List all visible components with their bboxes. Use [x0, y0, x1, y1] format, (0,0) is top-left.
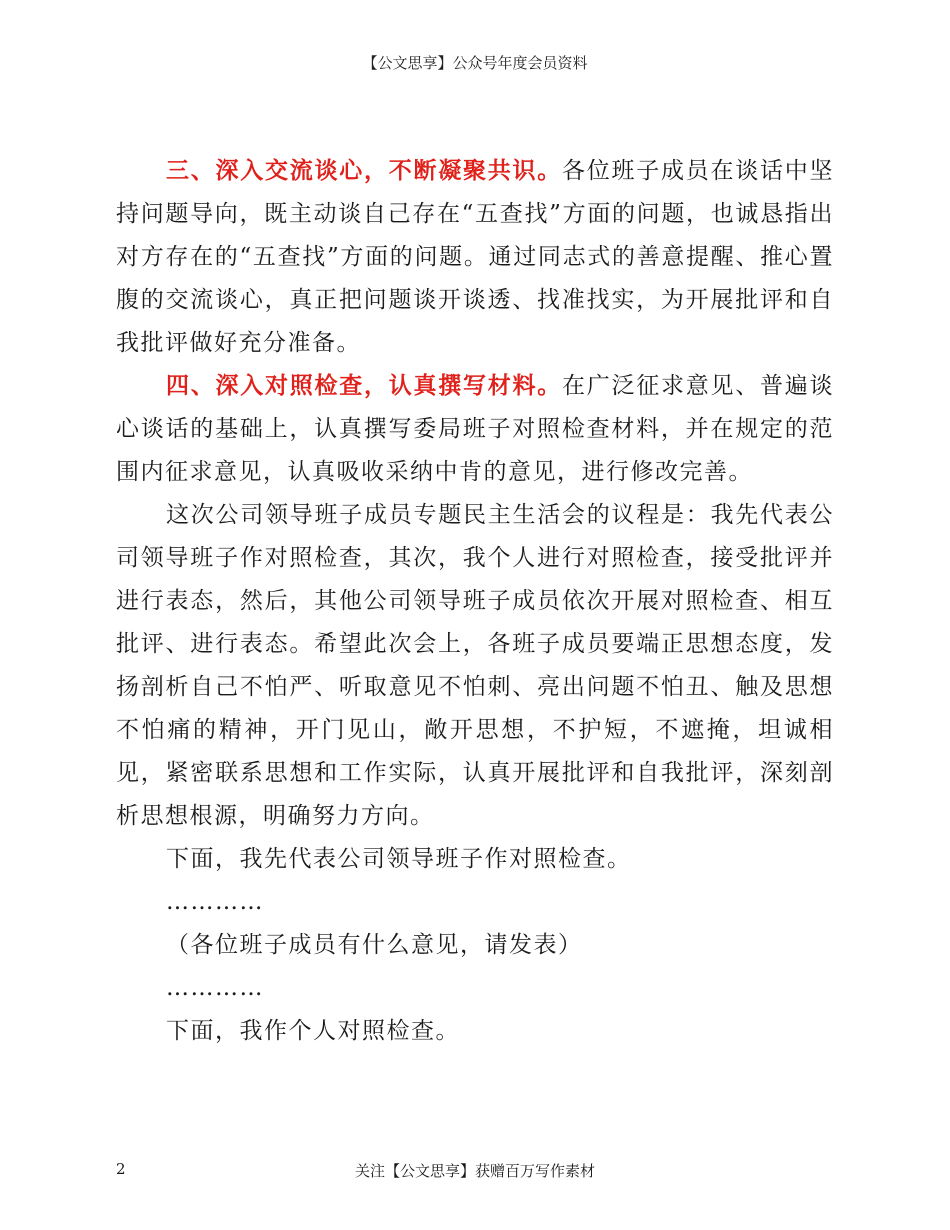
paragraph-text-4: 在广泛征求意见、普遍谈心谈话的基础上，认真撰写委局班子对照检查材料，并在规定的范围内征求意见，认真吸收采纳中肯的意见，进行修改完善。 [116, 373, 834, 485]
paragraph-agenda: 这次公司领导班子成员专题民主生活会的议程是：我先代表公司领导班子作对照检查，其次，我个人进行对照检查，接受批评并进行表态，然后，其他公司领导班子成员依次开展对照检查、相互批评、进行表态。希望此次会上，各班子成员要端正思想态度，发扬剖析自己不怕严、听取意见不怕刺、亮出问题不怕丑、触及思想不怕痛的精神，开门见山，敞开思想，不护短，不遮掩，坦诚相见，紧密联系思想和工作实际，认真开展批评和自我批评，深刻剖析思想根源，明确努力方向。 [116, 502, 834, 829]
line-personal-check: 下面，我作个人对照检查。 [166, 1018, 460, 1044]
line-leadership-check: 下面，我先代表公司领导班子作对照检查。 [166, 846, 632, 872]
ellipsis-line: ………… [166, 975, 264, 1001]
section-heading-4: 四、深入对照检查，认真撰写材料。 [166, 373, 562, 399]
paragraph-3 [116, 150, 834, 365]
page-number: 2 [116, 1160, 126, 1178]
ellipsis-line: ………… [166, 889, 264, 915]
paragraph-text-3: 各位班子成员在谈话中坚持问题导向，既主动谈自己存在“五查找”方面的问题，也诚恳指出对方存在的“五查找”方面的问题。通过同志式的善意提醒、推心置腹的交流谈心，真正把问题谈开谈透、找准找实，为开展批评和自我批评做好充分准备。 [116, 158, 834, 356]
page-header: 【公文思享】公众号年度会员资料 [362, 54, 588, 72]
paragraph-4 [116, 365, 834, 494]
section-heading-3: 三、深入交流谈心，不断凝聚共识。 [166, 158, 562, 184]
page-footer: 关注【公文思享】获赠百万写作素材 [354, 1162, 595, 1180]
document-body [116, 150, 834, 1053]
line-invite-opinions: （各位班子成员有什么意见，请发表） [166, 932, 583, 958]
